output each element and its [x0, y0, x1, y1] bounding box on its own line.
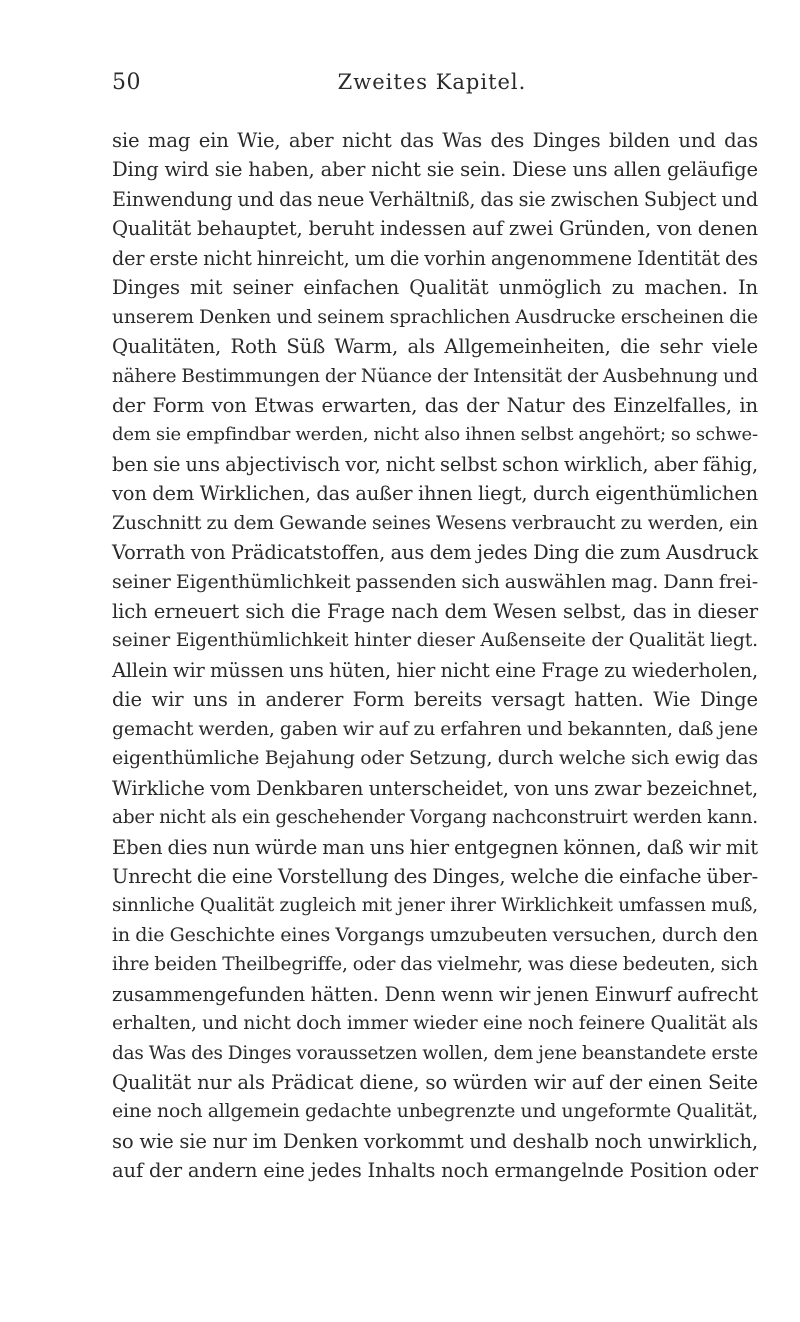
running-head: Zweites Kapitel.	[337, 70, 527, 94]
text-line: auf der andern eine jedes Inhalts noch ermangelnde Position oder	[112, 1159, 758, 1183]
text-line: unserem Denken und seinem sprachlichen Ausdrucke erscheinen die	[112, 306, 758, 328]
text-line: in die Geschichte eines Vorgangs umzubeuten versuchen, durch den	[112, 923, 758, 946]
text-line: der erste nicht hinreicht, um die vorhin angenommene Identität des	[112, 246, 758, 270]
text-line: so wie sie nur im Denken vorkommt und deshalb noch unwirklich,	[112, 1129, 758, 1153]
text-line: Unrecht die eine Vorstellung des Dinges, welche die einfache über-	[112, 864, 758, 888]
text-line: Qualität nur als Prädicat diene, so würden wir auf der einen Seite	[112, 1071, 758, 1094]
text-line: seiner Eigenthümlichkeit hinter dieser Außenseite der Qualität liegt.	[112, 630, 758, 652]
text-line: zusammengefunden hätten. Denn wenn wir jenen Einwurf aufrecht	[112, 982, 758, 1006]
text-line: seiner Eigenthümlichkeit passenden sich auswählen mag. Dann frei-	[112, 570, 758, 593]
text-line: eine noch allgemein gedachte unbegrenzte und ungeformte Qualität,	[112, 1101, 758, 1123]
text-line: die wir uns in anderer Form bereits versagt hatten. Wie Dinge	[112, 688, 758, 712]
text-line: aber nicht als ein geschehender Vorgang nachconstruirt werden kann.	[112, 807, 758, 829]
text-line: eigenthümliche Bejahung oder Setzung, durch welche sich ewig das	[112, 747, 758, 770]
page-header	[112, 70, 752, 106]
text-line: Dinges mit seiner einfachen Qualität unmöglich zu machen. In	[112, 276, 758, 300]
text-line: sie mag ein Wie, aber nicht das Was des Dinges bilden und das	[112, 129, 758, 152]
page-number: 50	[112, 70, 141, 95]
text-line: ihre beiden Theilbegriffe, oder das vielmehr, was diese bedeuten, sich	[112, 954, 758, 976]
text-line: Einwendung und das neue Verhältniß, das sie zwischen Subject und	[112, 187, 758, 211]
text-line: ben sie uns abjectivisch vor, nicht selbst schon wirklich, aber fähig,	[112, 452, 758, 476]
text-line: gemacht werden, gaben wir auf zu erfahren und bekannten, daß jene	[112, 718, 758, 740]
body-text	[112, 126, 758, 1186]
text-line: der Form von Etwas erwarten, das der Natur des Einzelfalles, in	[112, 393, 758, 417]
text-line: Allein wir müssen uns hüten, hier nicht eine Frage zu wiederholen,	[112, 658, 758, 682]
text-line: Vorrath von Prädicatstoffen, aus dem jedes Ding die zum Ausdruck	[112, 541, 758, 565]
text-line: das Was des Dinges voraussetzen wollen, dem jene beanstandete erste	[112, 1042, 758, 1064]
text-line: dem sie empfindbar werden, nicht also ihnen selbst angehört; so schwe-	[112, 424, 758, 446]
text-line: Zuschnitt zu dem Gewande seines Wesens verbraucht zu werden, ein	[112, 512, 758, 534]
text-line: Wirkliche vom Denkbaren unterscheidet, von uns zwar bezeichnet,	[112, 776, 758, 800]
text-line: Ding wird sie haben, aber nicht sie sein. Diese uns allen geläufige	[112, 158, 758, 182]
text-line: erhalten, und nicht doch immer wieder eine noch feinere Qualität als	[112, 1013, 758, 1035]
text-line: sinnliche Qualität zugleich mit jener ihrer Wirklichkeit umfassen muß,	[112, 895, 758, 917]
text-line: Qualität behauptet, beruht indessen auf zwei Gründen, von denen	[112, 217, 758, 241]
text-line: Qualitäten, Roth Süß Warm, als Allgemeinheiten, die sehr viele	[112, 335, 758, 359]
text-line: Eben dies nun würde man uns hier entgegnen können, daß wir mit	[112, 835, 758, 859]
text-line: lich erneuert sich die Frage nach dem Wesen selbst, das in dieser	[112, 600, 758, 623]
text-line: von dem Wirklichen, das außer ihnen liegt, durch eigenthümlichen	[112, 482, 758, 506]
text-line: nähere Bestimmungen der Nüance der Intensität der Ausbehnung und	[112, 365, 758, 387]
